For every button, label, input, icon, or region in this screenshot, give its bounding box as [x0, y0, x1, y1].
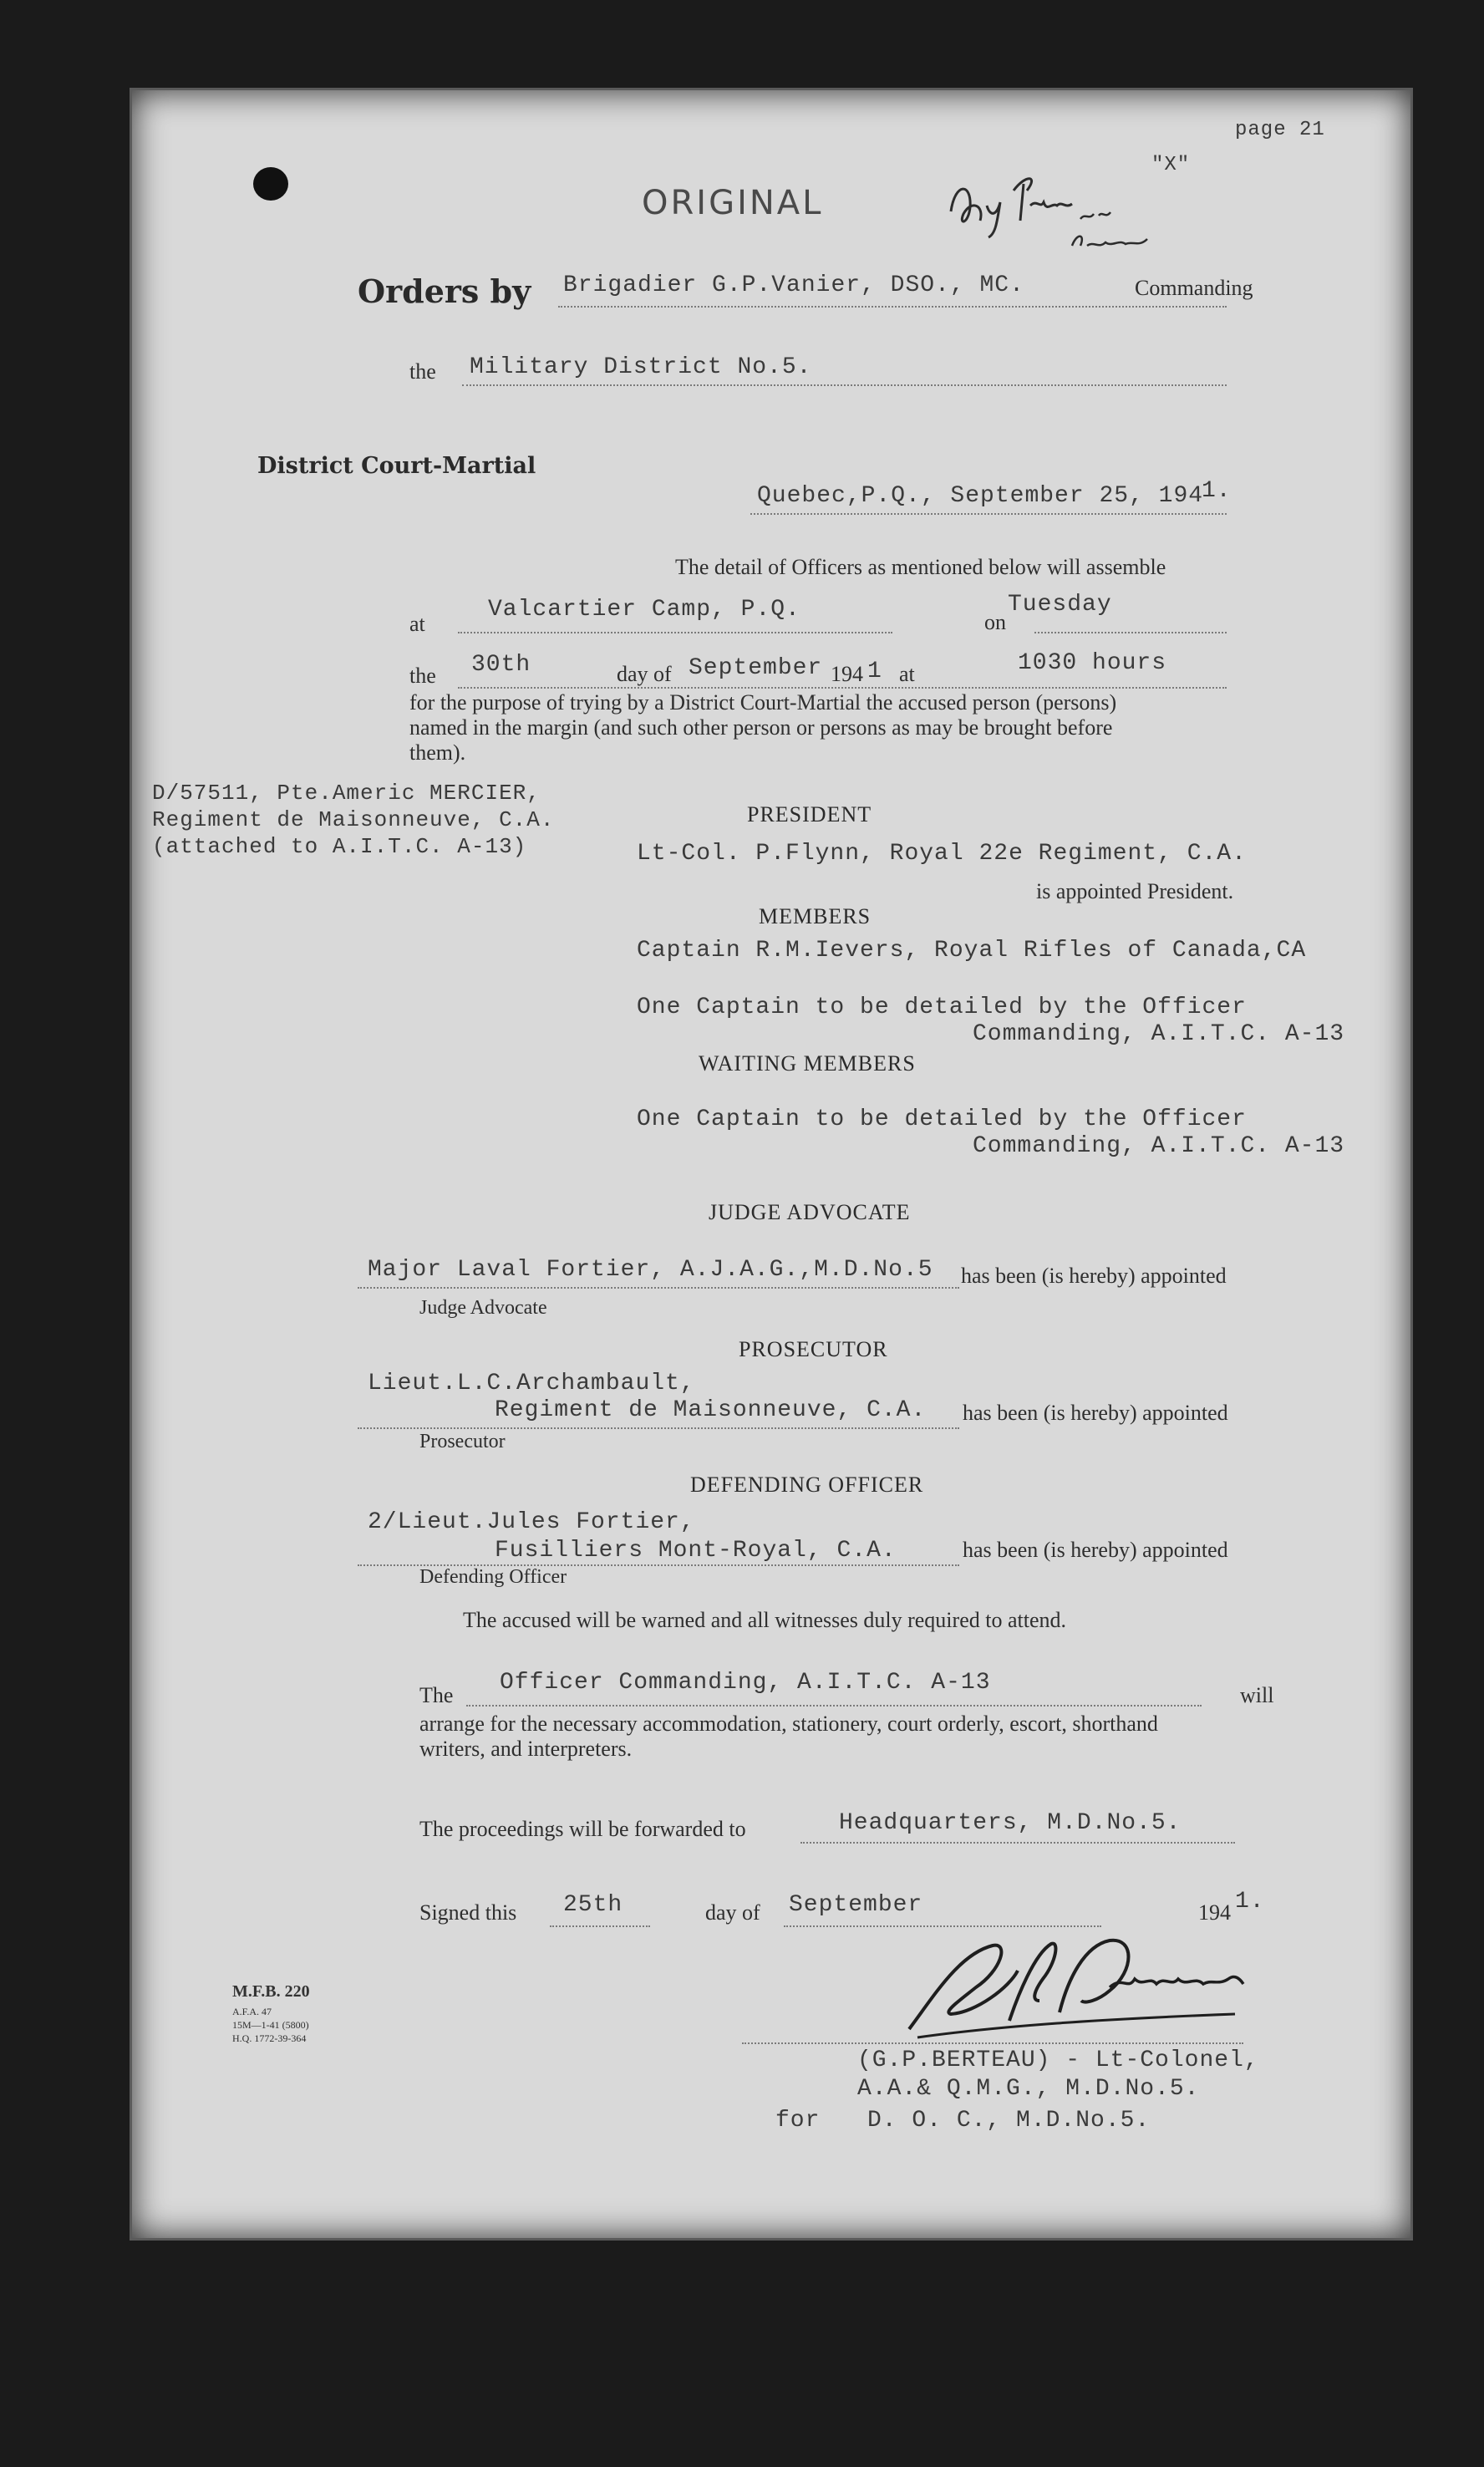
- member-1: Captain R.M.Ievers, Royal Rifles of Canada,CA: [637, 938, 1307, 964]
- warning-text: The accused will be warned and all witnesses duly required to attend.: [463, 1608, 1066, 1632]
- dotted-rule: [458, 632, 892, 633]
- president-name: Lt-Col. P.Flynn, Royal 22e Regiment, C.A.: [637, 841, 1247, 867]
- signature-line-3: D. O. C., M.D.No.5.: [867, 2108, 1151, 2134]
- president-heading: PRESIDENT: [747, 802, 872, 827]
- dotted-rule: [800, 1842, 1235, 1844]
- purpose-line-1: for the purpose of trying by a District Court-Martial the accused person (persons): [409, 690, 1117, 715]
- signature-for-label: for: [775, 2108, 821, 2134]
- the-label: the: [409, 359, 436, 384]
- prosecutor-heading: PROSECUTOR: [739, 1337, 888, 1361]
- orders-by-label: Orders by: [358, 272, 531, 310]
- form-code: M.F.B. 220: [232, 1982, 310, 2001]
- prosecutor-name-line-1: Lieut.L.C.Archambault,: [368, 1371, 695, 1396]
- member-2-line-2: Commanding, A.I.T.C. A-13: [973, 1021, 1345, 1047]
- waiting-member-line-1: One Captain to be detailed by the Officer: [637, 1106, 1247, 1132]
- place-date-year-digit: 1.: [1202, 478, 1232, 504]
- signed-day-of-label: day of: [705, 1900, 760, 1925]
- dotted-rule: [358, 1427, 959, 1429]
- forwarding-destination: Headquarters, M.D.No.5.: [839, 1810, 1182, 1836]
- accused-line-2: Regiment de Maisonneuve, C.A.: [152, 807, 555, 832]
- accused-line-3: (attached to A.I.T.C. A-13): [152, 834, 527, 859]
- form-info-line-3: H.Q. 1772-39-364: [232, 2032, 307, 2044]
- handwritten-president-note: [947, 165, 1164, 266]
- assembly-year-prefix: 194: [831, 662, 863, 686]
- prosecutor-appointed: has been (is hereby) appointed: [963, 1401, 1228, 1425]
- purpose-line-3: them).: [409, 740, 466, 765]
- judge-advocate-heading: JUDGE ADVOCATE: [709, 1200, 911, 1224]
- signature-line-1: (G.P.BERTEAU) - Lt-Colonel,: [857, 2047, 1259, 2073]
- arrangements-line-2: arrange for the necessary accommodation, stationery, court orderly, escort, shorthand: [419, 1712, 1158, 1736]
- commanding-label: Commanding: [1135, 276, 1253, 300]
- signed-year-prefix: 194: [1198, 1900, 1231, 1925]
- waiting-members-heading: WAITING MEMBERS: [699, 1051, 916, 1076]
- day-of-label: day of: [617, 662, 672, 686]
- signature-line-2: A.A.& Q.M.G., M.D.No.5.: [857, 2076, 1200, 2102]
- the-day-label: the: [409, 664, 436, 688]
- at-label: at: [409, 612, 425, 636]
- form-info-line-2: 15M—1-41 (5800): [232, 2019, 309, 2031]
- defending-officer-name-line-1: 2/Lieut.Jules Fortier,: [368, 1509, 695, 1535]
- assembly-time: 1030 hours: [1018, 650, 1167, 676]
- judge-advocate-appointed: has been (is hereby) appointed: [961, 1264, 1227, 1288]
- arranging-officer: Officer Commanding, A.I.T.C. A-13: [500, 1670, 991, 1696]
- place-date: Quebec,P.Q., September 25, 194: [757, 483, 1204, 509]
- punch-hole: [253, 167, 288, 201]
- defending-officer-appointed: has been (is hereby) appointed: [963, 1538, 1228, 1562]
- president-appointed: is appointed President.: [1036, 879, 1234, 903]
- dotted-rule: [466, 1705, 1202, 1707]
- signed-day: 25th: [563, 1892, 623, 1918]
- assembly-weekday: Tuesday: [1008, 592, 1112, 618]
- judge-advocate-role: Judge Advocate: [419, 1297, 547, 1319]
- assembly-place: Valcartier Camp, P.Q.: [488, 597, 800, 623]
- handwritten-signature: [884, 1920, 1268, 2054]
- dotted-rule: [358, 1287, 959, 1289]
- members-heading: MEMBERS: [759, 904, 872, 928]
- signature-rule: [742, 2042, 1243, 2044]
- page-number: page 21: [1235, 119, 1325, 141]
- assembly-month: September: [689, 655, 823, 681]
- assembly-intro: The detail of Officers as mentioned below will assemble: [675, 555, 1166, 579]
- signed-month: September: [789, 1892, 923, 1918]
- dotted-rule: [458, 687, 1227, 689]
- signed-this-label: Signed this: [419, 1900, 517, 1925]
- defending-officer-role: Defending Officer: [419, 1566, 567, 1588]
- prosecutor-name-line-2: Regiment de Maisonneuve, C.A.: [495, 1397, 927, 1423]
- at-time-label: at: [899, 662, 915, 686]
- arrangements-line-3: writers, and interpreters.: [419, 1737, 633, 1761]
- assembly-day: 30th: [471, 652, 531, 678]
- dotted-rule: [750, 513, 1227, 515]
- dotted-rule: [1034, 632, 1227, 633]
- purpose-line-2: named in the margin (and such other person or persons as may be brought before: [409, 715, 1113, 740]
- accused-line-1: D/57511, Pte.Americ MERCIER,: [152, 781, 541, 806]
- the-officer-label: The: [419, 1683, 454, 1707]
- document-page: [132, 90, 1410, 2238]
- on-label: on: [984, 610, 1006, 634]
- signed-year-digit: 1.: [1235, 1889, 1265, 1915]
- court-title: District Court-Martial: [257, 453, 536, 479]
- dotted-rule: [558, 306, 1227, 308]
- assembly-year-digit: 1: [867, 659, 882, 684]
- waiting-member-line-2: Commanding, A.I.T.C. A-13: [973, 1133, 1345, 1159]
- will-label: will: [1240, 1683, 1274, 1707]
- member-2-line-1: One Captain to be detailed by the Officer: [637, 994, 1247, 1020]
- forwarding-text: The proceedings will be forwarded to: [419, 1817, 746, 1841]
- defending-officer-heading: DEFENDING OFFICER: [690, 1473, 924, 1497]
- defending-officer-name-line-2: Fusilliers Mont-Royal, C.A.: [495, 1538, 897, 1564]
- dotted-rule: [550, 1925, 650, 1927]
- original-stamp: ORIGINAL: [642, 184, 824, 222]
- prosecutor-role: Prosecutor: [419, 1431, 506, 1452]
- commanding-officer: Brigadier G.P.Vanier, DSO., MC.: [563, 272, 1024, 298]
- dotted-rule: [462, 384, 1227, 386]
- military-district: Military District No.5.: [470, 354, 812, 380]
- form-info-line-1: A.F.A. 47: [232, 2006, 272, 2017]
- judge-advocate-name: Major Laval Fortier, A.J.A.G.,M.D.No.5: [368, 1257, 933, 1283]
- x-mark: "X": [1151, 154, 1191, 176]
